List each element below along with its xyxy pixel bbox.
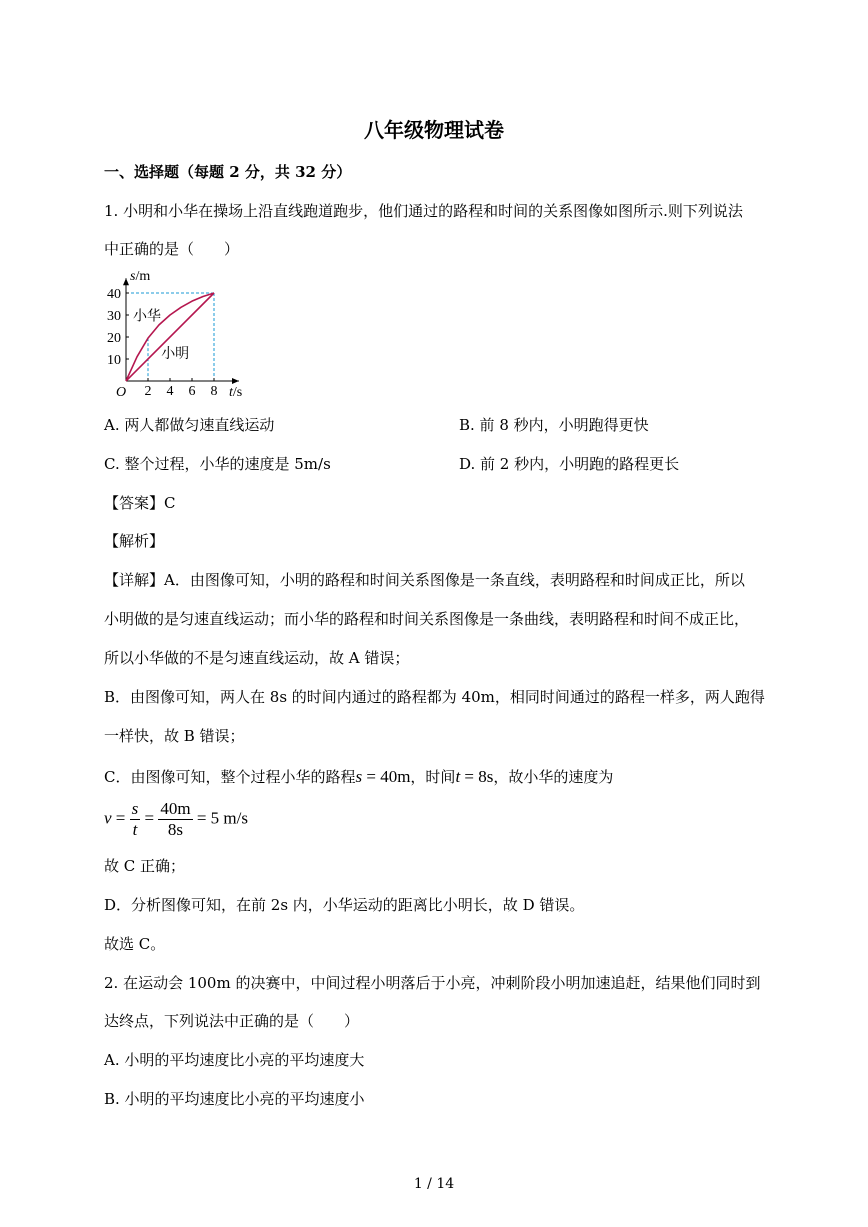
formula-frac-values	[158, 799, 192, 840]
page-title: 八年级物理试卷	[364, 118, 504, 142]
q1-b-line1: B．由图像可知，两人在 8s 的时间内通过的路程都为 40m，相同时间通过的路程一样多，两人跑得	[104, 688, 765, 706]
y-tick-label: 10	[107, 353, 121, 368]
c-symbol-s: s	[355, 767, 363, 786]
y-tick-label: 30	[107, 309, 121, 324]
formula-eq2: =	[140, 808, 159, 828]
frac-den-t: t	[132, 820, 138, 839]
c-value-t: = 8s	[460, 767, 494, 786]
q1-graph	[100, 265, 260, 405]
frac-num-40m: 40m	[160, 799, 191, 818]
c-value-s: = 40m	[362, 767, 411, 786]
q1-detail-line3: 所以小华做的不是匀速直线运动，故 A 错误；	[104, 649, 410, 667]
x-axis-label: t/s	[229, 385, 243, 400]
q1-c-line1	[104, 766, 613, 787]
q1-option-d: D. 前 2 秒内，小明跑的路程更长	[459, 455, 680, 473]
c-text-mid: ，时间	[410, 768, 456, 786]
c-symbol-t: t	[455, 767, 461, 786]
y-tick-label: 40	[107, 287, 121, 302]
q1-option-b: B. 前 8 秒内，小明跑得更快	[459, 416, 649, 434]
c-text-post: ，故小华的速度为	[493, 768, 614, 786]
series-label-xiaoming: 小明	[161, 346, 190, 362]
q1-detail-line1: 【详解】A．由图像可知，小明的路程和时间关系图像是一条直线，表明路程和时间成正比，所以	[104, 571, 745, 589]
q1-answer: 【答案】C	[104, 494, 176, 512]
q2-option-b: B. 小明的平均速度比小亮的平均速度小	[104, 1090, 365, 1108]
section-heading: 一、选择题（每题 2 分，共 32 分）	[104, 163, 352, 181]
formula-result: = 5 m/s	[192, 808, 248, 828]
q2-option-a: A. 小明的平均速度比小亮的平均速度大	[104, 1051, 365, 1069]
q1-option-a: A. 两人都做匀速直线运动	[104, 416, 275, 434]
velocity-formula	[104, 799, 248, 840]
y-tick-label: 20	[107, 331, 121, 346]
q2-stem-line1: 2. 在运动会 100m 的决赛中，中间过程小明落后于小亮，冲刺阶段小明加速追赶，结果他们同时到	[104, 974, 761, 992]
q2-stem-line2: 达终点，下列说法中正确的是（ ）	[104, 1012, 360, 1030]
q1-choose: 故选 C。	[104, 935, 166, 953]
q1-detail-line2: 小明做的是匀速直线运动；而小华的路程和时间关系图像是一条曲线，表明路程和时间不成正比，	[104, 610, 750, 628]
q1-stem-line2: 中正确的是（ ）	[104, 240, 240, 258]
c-text-pre: C．由图像可知，整个过程小华的路程	[104, 768, 356, 786]
x-tick-label: 4	[166, 384, 174, 399]
y-axis-arrow	[123, 278, 129, 285]
q1-analysis-heading: 【解析】	[104, 532, 165, 550]
q1-stem-line1: 1. 小明和小华在操场上沿直线跑道跑步，他们通过的路程和时间的关系图像如图所示.则下列说法	[104, 202, 743, 220]
formula-frac-st	[130, 799, 141, 840]
y-axis-label: s/m	[130, 269, 151, 284]
q1-d-line: D．分析图像可知，在前 2s 内，小华运动的距离比小明长，故 D 错误。	[104, 896, 585, 914]
x-tick-label: 2	[144, 384, 152, 399]
chart-plot-area	[107, 269, 242, 400]
x-tick-label: 8	[210, 384, 218, 399]
page-number: 1 / 14	[413, 1176, 455, 1192]
q1-b-line2: 一样快，故 B 错误；	[104, 727, 245, 745]
x-axis-arrow	[232, 378, 239, 384]
frac-den-8s: 8s	[167, 820, 184, 839]
q1-c-correct: 故 C 正确；	[104, 857, 186, 875]
series-xiaoming-line	[126, 293, 214, 381]
formula-eq1: =	[111, 808, 130, 828]
q1-option-c: C. 整个过程，小华的速度是 5m/s	[104, 455, 331, 473]
series-label-xiaohua: 小华	[133, 309, 161, 325]
formula-v: v	[104, 808, 112, 828]
x-tick-label: 6	[188, 384, 196, 399]
frac-num-s: s	[131, 799, 139, 818]
origin-label: O	[116, 385, 127, 400]
